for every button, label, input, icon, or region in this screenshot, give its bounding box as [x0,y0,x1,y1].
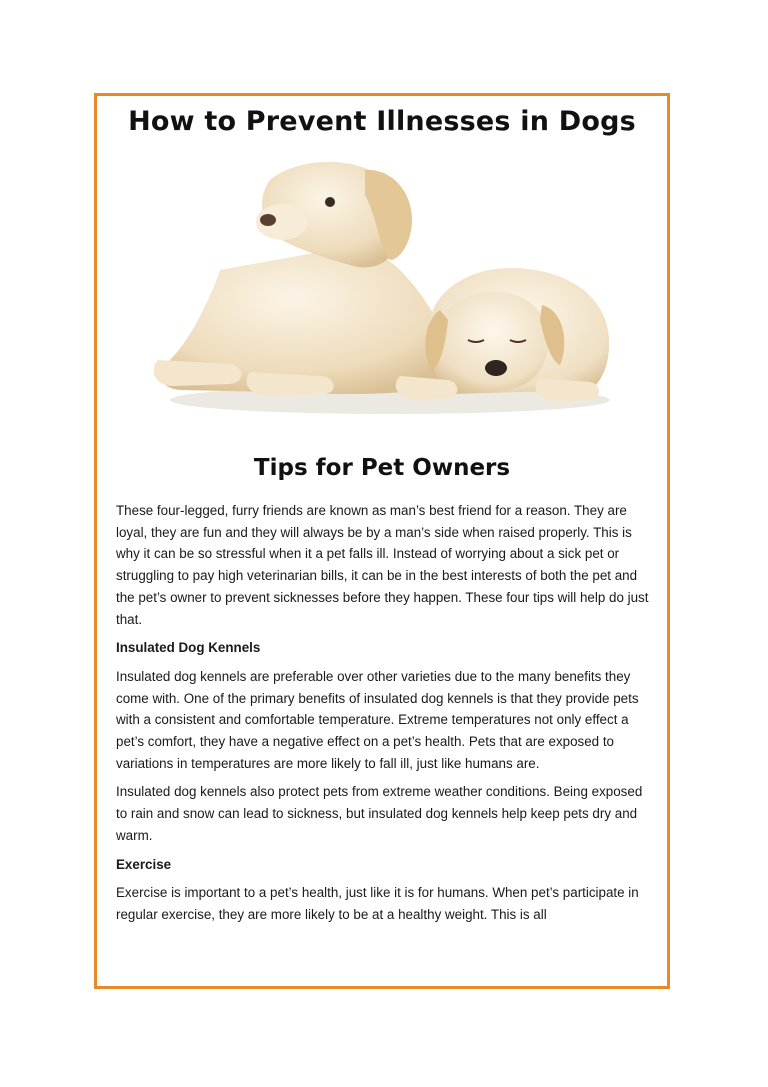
paragraph: Insulated dog kennels also protect pets from extreme weather conditions. Being exposed to rain and snow can lead to sickness, but insulated dog kennels help keep pets dry and warm. [116,784,643,843]
section-heading-exercise: Exercise [116,856,172,872]
intro-paragraph: These four-legged, furry friends are known as man’s best friend for a reason. They are loyal, they are fun and they will always be by a man’s side when raised properly. This is why it can be so stressful when it a pet falls ill. Instead of worrying about a sick pet or struggling to pay high veterinarian bills, it can be in the best interests of both the pet and the pet’s owner to prevent sicknesses before they happen. These four tips will help do just that. [116,503,649,627]
section-title: Tips for Pet Owners [253,455,511,481]
section-heading-insulated-kennels: Insulated Dog Kennels [116,640,261,656]
article-body [116,500,656,933]
paragraph: Insulated dog kennels are preferable over other varieties due to the many benefits they come with. One of the primary benefits of insulated dog kennels is that they provide pets with a consistent and comfortable temperature. Extreme temperatures not only effect a pet’s comfort, they have a negative effect on a pet’s health. Pets that are exposed to variations in temperatures are more likely to fall ill, just like humans are. [116,668,639,771]
puppies-image [150,150,618,428]
paragraph: Exercise is important to a pet’s health, just like it is for humans. When pet’s participate in regular exercise, they are more likely to be at a healthy weight. This is all [116,885,639,922]
page-title: How to Prevent Illnesses in Dogs [128,106,636,137]
